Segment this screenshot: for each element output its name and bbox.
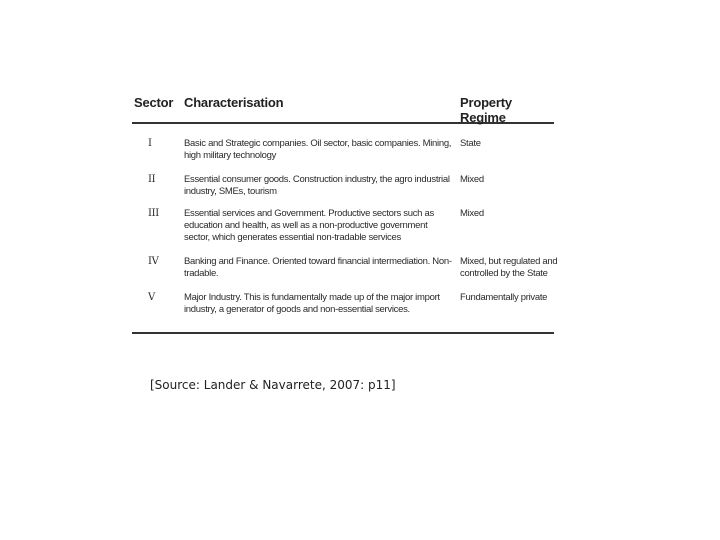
row-property-regime: Mixed, but regulated and controlled by the State	[460, 256, 558, 279]
row-property-regime: Fundamentally private	[460, 292, 548, 303]
table-header	[132, 92, 554, 125]
header-sector: Sector	[134, 95, 174, 110]
row-sector: V	[148, 292, 155, 303]
row-property-regime: Mixed	[460, 208, 484, 219]
table-row	[132, 138, 554, 174]
row-sector: II	[148, 174, 156, 185]
row-sector: I	[148, 138, 152, 149]
table-body	[132, 124, 558, 326]
header-property-regime: Property Regime	[460, 95, 512, 125]
row-property-regime: State	[460, 138, 481, 149]
row-characterisation: Major Industry. This is fundamentally made up of the major import industry, a generator of goods and non-essential services.	[184, 292, 440, 315]
row-characterisation: Banking and Finance. Oriented toward financial intermediation. Non-tradable.	[184, 256, 452, 279]
row-characterisation: Essential consumer goods. Construction industry, the agro industrial industry, SMEs, tourism	[184, 174, 450, 197]
row-sector: III	[148, 208, 159, 219]
table-row	[132, 174, 554, 208]
sector-table	[132, 92, 558, 334]
footer-rule	[132, 332, 554, 334]
row-characterisation: Basic and Strategic companies. Oil sector, basic companies. Mining, high military technology	[184, 138, 452, 161]
row-property-regime: Mixed	[460, 174, 484, 185]
table-row	[132, 208, 554, 256]
source-citation: [Source: Lander & Navarrete, 2007: p11]	[150, 378, 396, 392]
header-characterisation: Characterisation	[184, 95, 284, 110]
row-sector: IV	[148, 256, 159, 267]
row-characterisation: Essential services and Government. Productive sectors such as education and health, as well as a non-productive government sector, which generates essential non-tradable services	[184, 208, 434, 243]
table-row	[132, 292, 554, 326]
table-row	[132, 256, 558, 292]
